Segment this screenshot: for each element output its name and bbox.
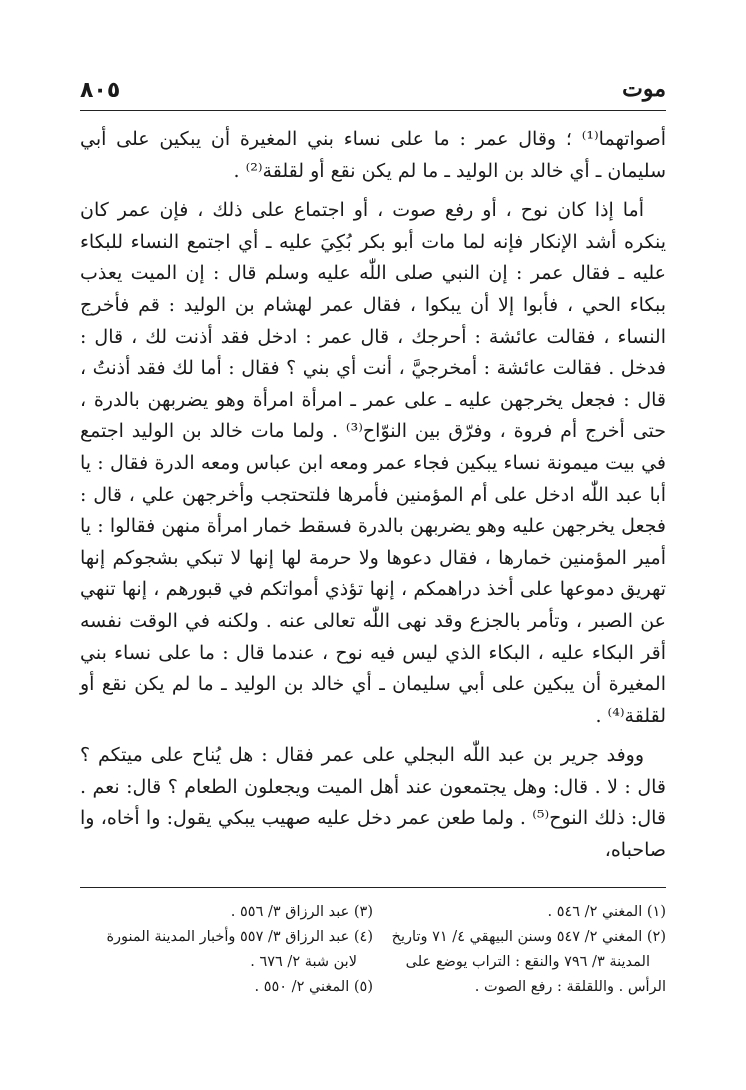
paragraph: أما إذا كان نوح ، أو رفع صوت ، أو اجتماع على ذلك ، فإن عمر كان ينكره أشد الإنكار فإنه لما مات أبو بكر بُكِيَ عليه ـ أي اجتمع النساء للبكاء عليه ـ فقال عمر : إن النبي صلى اللّٰه عليه وسلم قال : إن الميت يعذب ببكاء الحي ، فأبوا إلا أن يبكوا ، فقال عمر لهشام بن الوليد : قم فأخرج النساء ، فقالت عائشة : أحرجك ، قال عمر : ادخل فقد أذنت لك ، قال : فدخل . فقالت عائشة : أمخرجيَّ ، أنت أي بني ؟ فقال : أما لك فقد أذنتُ ، قال : فجعل يخرجهن عليه ـ على عمر ـ امرأة امرأة وهو يضربهن بالدرة ، حتى أخرج أم فروة ، وفرّق بين النوّاح⁽³⁾ . ولما مات خالد بن الوليد اجتمع في بيت ميمونة نساء يبكين فجاء عمر ومعه ابن عباس ومعه الدرة فقال : يا أبا عبد اللّٰه ادخل على أم المؤمنين فأمرها فلتحتجب وأخرجهن علي ، قال : فجعل يخرجهن عليه وهو يضربهن بالدرة فسقط خمار امرأة منهن فقالوا : يا أمير المؤمنين خمارها ، فقال دعوها ولا حرمة لها إنها لا تبكي بشجوكم إنها تهريق دموعها على أخذ دراهمكم ، إنها تؤذي أمواتكم في قبورهم ، إنها تنهي عن الصبر ، وتأمر بالجزع وقد نهى اللّٰه تعالى عنه . ولكنه في الوقت نفسه أقر البكاء عليه ، البكاء الذي ليس فيه نوح ، عندما قال : ما على نساء بني المغيرة أن يبكين على أبي سليمان ـ أي خالد بن الوليد ـ ما لم يكن نقع أو لقلقة⁽⁴⁾ . [80, 199, 667, 727]
footnote-continuation: لابن شبة ٢/ ٦٧٦ . [250, 954, 357, 970]
footnote: (٤) عبد الرزاق ٣/ ٥٥٧ وأخبار المدينة المنورة [106, 929, 373, 945]
footnote-column-left [80, 900, 383, 1000]
footnote: (٢) المغني ٢/ ٥٤٧ وسنن البيهقي ٤/ ٧١ وتاريخ [391, 929, 666, 945]
paragraph: أصواتهما⁽¹⁾ ؛ وقال عمر : ما على نساء بني المغيرة أن يبكين على أبي سليمان ـ أي خالد بن الوليد ـ ما لم يكن نقع أو لقلقة⁽²⁾ . [80, 128, 666, 182]
main-text [80, 124, 666, 867]
page-number: ٨٠٥ [80, 78, 121, 103]
footnote-column-right [373, 900, 666, 1000]
header-divider [80, 110, 666, 111]
paragraph: ووفد جرير بن عبد اللّٰه البجلي على عمر فقال : هل يُناح على ميتكم ؟ قال : لا . قال: وهل يجتمعون عند أهل الميت ويجعلون الطعام ؟ قال: نعم . قال: ذلك النوح⁽⁵⁾ . ولما طعن عمر دخل عليه صهيب يبكي يقول: وا أخاه، وا صاحباه، [80, 744, 667, 862]
chapter-title: موت [622, 76, 666, 102]
footnote-continuation: الرأس . واللقلقة : رفع الصوت . [474, 979, 666, 995]
footnote: (٥) المغني ٢/ ٥٥٠ . [254, 979, 373, 995]
running-header [80, 74, 666, 106]
footnote-divider [80, 887, 666, 888]
footnote: (٣) عبد الرزاق ٣/ ٥٥٦ . [230, 904, 373, 920]
footnote-continuation: المدينة ٣/ ٧٩٦ والنقع : التراب يوضع على [405, 954, 650, 970]
footnote: (١) المغني ٢/ ٥٤٦ . [547, 904, 666, 920]
